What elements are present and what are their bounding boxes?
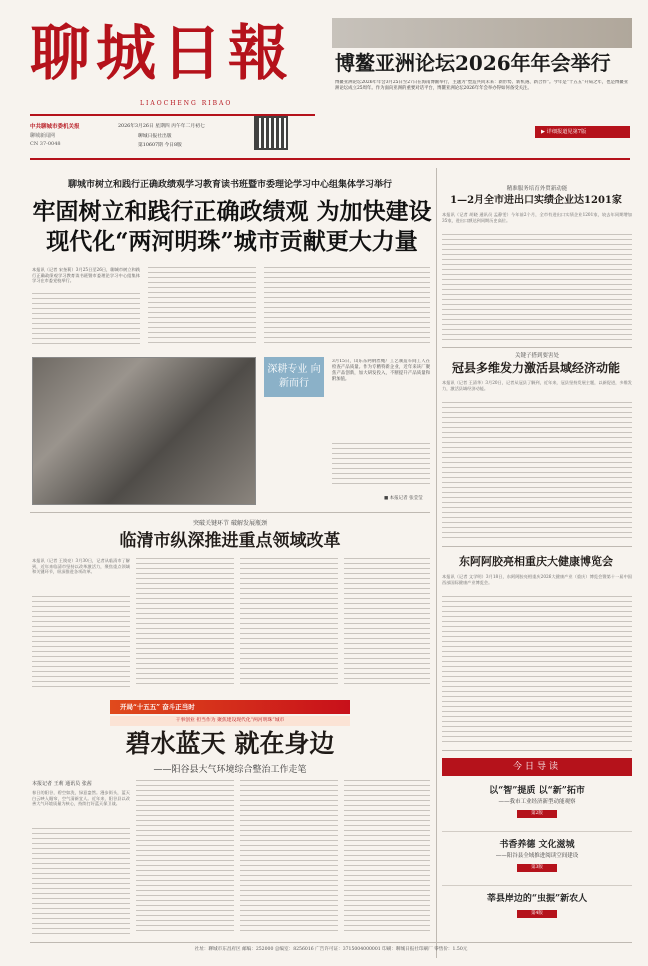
story3-subtitle: ——阳谷县大气环境综合整治工作走笔 bbox=[153, 765, 307, 775]
story3-col4-lines bbox=[344, 780, 430, 938]
story2-col2-lines bbox=[136, 558, 234, 692]
rc2-lines bbox=[442, 402, 632, 542]
banner-link-label: 详细报道见第7版 bbox=[546, 129, 587, 135]
feature-title: 深耕专业 向新而行 bbox=[267, 364, 321, 389]
rc1-title[interactable]: 1—2月全市进出口实绩企业达1201家 bbox=[450, 195, 622, 206]
footer-rule bbox=[30, 942, 632, 943]
banner-link[interactable] bbox=[535, 126, 630, 138]
story3-col2-lines bbox=[136, 780, 234, 938]
lead-title-line2[interactable]: 现代化“两河明珠”城市贡献更大力量 bbox=[46, 228, 418, 255]
rc3-lines bbox=[442, 596, 632, 746]
story3-banner-sub: 干事创业 担当作为 聚焦建设现代化“两河明珠”城市 bbox=[110, 716, 350, 726]
feature-block bbox=[264, 357, 430, 505]
today-item-1[interactable] bbox=[442, 784, 632, 832]
rc2-kicker: 关键子搭到要害处 bbox=[514, 353, 559, 359]
qr-code[interactable] bbox=[256, 118, 286, 148]
today-header-label: 今日导读 bbox=[512, 762, 561, 772]
rc-divider-2 bbox=[442, 546, 632, 547]
today-item-page: 第4版 bbox=[517, 910, 557, 918]
masthead-site[interactable]: 聊城新闻网 bbox=[30, 133, 56, 139]
story2-kicker: 突破关键环节 破解发展瓶颈 bbox=[193, 520, 267, 527]
story2-col3-lines bbox=[240, 558, 338, 692]
column-divider bbox=[436, 168, 437, 958]
masthead-cn: CN 37-0048 bbox=[30, 141, 61, 147]
masthead-title: 聊城日報 bbox=[30, 19, 294, 89]
story3-byline: 本报记者 王莉 通讯员 张茜 bbox=[32, 781, 92, 787]
masthead-rule bbox=[30, 114, 315, 116]
masthead bbox=[30, 18, 330, 158]
lead-kicker: 聊城市树立和践行正确政绩观学习教育读书班暨市委理论学习中心组集体学习举行 bbox=[67, 180, 392, 190]
today-item-sub: ——我市工业经济新型动能观察 bbox=[498, 799, 576, 805]
story2-col4-lines bbox=[344, 558, 430, 692]
masthead-pinyin: LIAOCHENG RIBAO bbox=[140, 100, 233, 107]
footer-text: 社址：聊城市东昌府区 邮编：252000 总编室：8256016 广告许可证：3715004000001 印刷：聊城日报社印刷厂 零售价：1.50元 bbox=[194, 947, 468, 952]
lead-p1: 本报讯（记者 宋奎莉）3月25日至26日，聊城市树立和践行正确政绩观学习教育读书班暨市委理论学习中心组集体学习在市委党校举行。 bbox=[32, 267, 140, 284]
rc2-p1: 本报讯（记者 王清华）3月20日，记者从冠县了解到，近年来，冠县坚持发展主题，以新促进，多维发力，激活县域经济动能。 bbox=[442, 380, 632, 391]
lead-col3-lines bbox=[264, 267, 430, 351]
story2-title[interactable]: 临清市纵深推进重点领域改革 bbox=[119, 531, 341, 551]
today-guide bbox=[442, 758, 632, 938]
story2-col1-lines bbox=[32, 596, 130, 692]
story2-divider bbox=[30, 512, 430, 513]
masthead-edition: 聊城日报社出版 bbox=[138, 134, 172, 139]
arrow-icon: ▶ bbox=[541, 129, 547, 135]
masthead-divider bbox=[30, 158, 630, 160]
story2-p1: 本报讯（记者 王谟亮）3月30日，记者从临清市了解到，近年来临清市坚持以改革激活力，聚焦重点领域和关键环节，纵深推进各项改革。 bbox=[32, 558, 130, 575]
today-item-page: 第3版 bbox=[517, 864, 557, 872]
masthead-date: 2026年3月26日 星期四 丙午年二月初七 bbox=[118, 124, 205, 129]
lead-title-line1[interactable]: 牢固树立和践行正确政绩观 为加快建设 bbox=[32, 198, 432, 225]
feature-lines bbox=[332, 443, 430, 491]
story3-p1: 春日的阳谷，碧空如洗，绿意盎然。漫步街头，蓝天白云映入眼帘，空气清新宜人。近年来，阳谷县以改善大气环境质量为核心，持续打好蓝天保卫战。 bbox=[32, 790, 130, 807]
story3-banner-label: 开局“十五五” 奋斗正当时 bbox=[120, 703, 195, 711]
rc-divider-3 bbox=[442, 750, 632, 751]
rc-divider-1 bbox=[442, 347, 632, 348]
feature-title-box bbox=[264, 357, 324, 397]
lead-col1-lines bbox=[32, 293, 140, 351]
feature-text: 3月15日，山东东阿钢丝绳厂工艺制造车间工人在检查产品质量。作为专精特新企业，近年来该厂聚焦产品创新，加大研发投入，不断提升产品质量和附加值。 bbox=[332, 359, 430, 382]
rc3-p1: 本报讯（记者 文学明）3月18日，东阿阿胶亮相重庆2026大健康产业（重庆）博览会暨第十一届中国西部国际健康产业博览会。 bbox=[442, 574, 632, 585]
today-item-title: 书香养德 文化滋城 bbox=[499, 840, 575, 850]
story3-col1-lines bbox=[32, 828, 130, 938]
masthead-publisher: 中共聊城市委机关报 bbox=[30, 124, 80, 130]
rc1-lines bbox=[442, 234, 632, 344]
story3-banner bbox=[110, 700, 350, 714]
feature-credit: ■ 本报记者 张莹莹 bbox=[384, 496, 423, 501]
feature-photo[interactable] bbox=[32, 357, 256, 505]
banner-title[interactable]: 博鳌亚洲论坛2026年年会举行 bbox=[335, 51, 611, 75]
today-item-sub: ——阳谷县全域推进阅读空间建设 bbox=[495, 853, 579, 859]
lead-body bbox=[32, 267, 430, 507]
banner-lead: 博鳌亚洲论坛2026年年会3月25日至27日在海南博鳌举行，主题为“塑造共同未来：新形势、新机遇、新合作”。今年是“十五五”开局之年，也是博鳌亚洲论坛成立25周年。作为面向亚洲的重要对话平台，博鳌亚洲论坛2026年年会举办得如何备受关注。 bbox=[335, 80, 629, 91]
rc1-kicker: 精准服务培育外贸新动能 bbox=[506, 186, 568, 192]
today-item-title: 以“智”提质 以“新”拓市 bbox=[489, 786, 585, 796]
banner-photo bbox=[332, 18, 632, 48]
story3-col3-lines bbox=[240, 780, 338, 938]
today-item-3[interactable] bbox=[442, 892, 632, 932]
rc3-title[interactable]: 东阿阿胶亮相重庆大健康博览会 bbox=[459, 555, 613, 568]
today-item-2[interactable] bbox=[442, 838, 632, 886]
story3-title[interactable]: 碧水蓝天 就在身边 bbox=[125, 729, 335, 758]
today-header bbox=[442, 758, 632, 776]
today-item-page: 第2版 bbox=[517, 810, 557, 818]
rc1-p1: 本报讯（记者 胡晓 通讯员 孟静雯）今年前2个月，全市有进出口实绩企业1201家，较去年同期增加35家，进出口额达到同期历史高位。 bbox=[442, 212, 632, 223]
rc2-title[interactable]: 冠县多维发力激活县域经济动能 bbox=[451, 361, 620, 375]
lead-col2-lines bbox=[148, 267, 256, 351]
today-item-title: 莘县岸边的“虫振”新农人 bbox=[486, 894, 588, 904]
masthead-issue: 第10607期 今日8版 bbox=[138, 143, 182, 148]
